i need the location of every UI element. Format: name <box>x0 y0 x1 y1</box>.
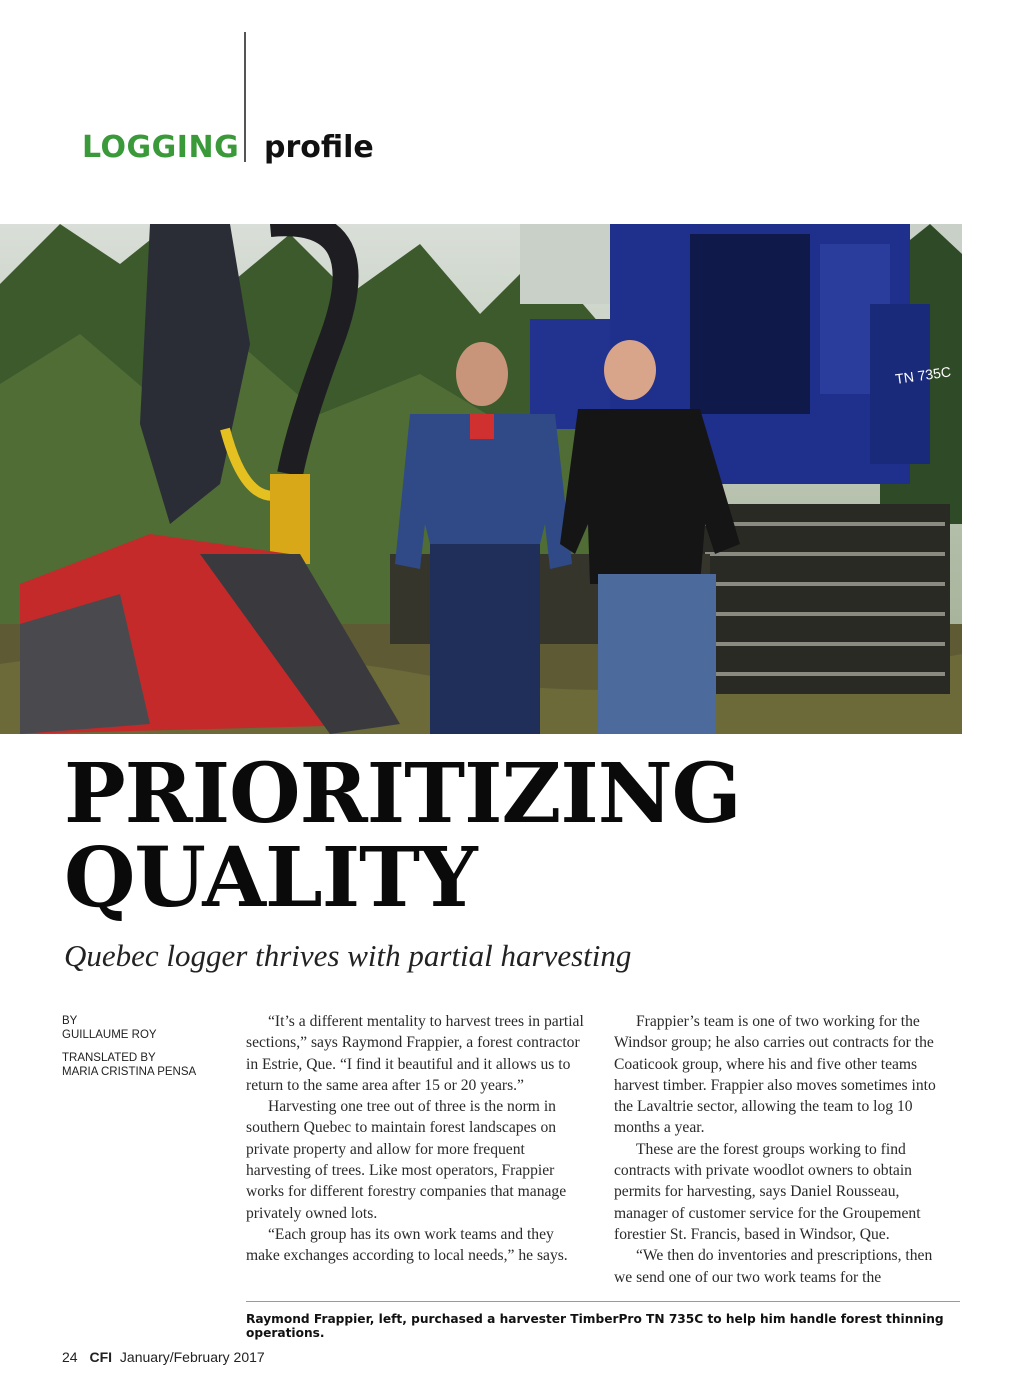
paragraph: “It’s a different mentality to harvest trees in partial sections,” says Raymond Frappier, a forest contractor in Estrie, Que. “I find it beautiful and it allows us to return to the same area after 15 or 20 years.” <box>246 1013 584 1094</box>
page-number: 24 <box>62 1349 78 1365</box>
translator-credit <box>62 1051 232 1079</box>
paragraph: Frappier’s team is one of two working for the Windsor group; he also carries out contracts for the Coaticook group, where his and five other teams harvest timber. Frappier also moves sometimes into the Lavaltrie sector, allowing the team to log 10 months a year. <box>614 1013 936 1137</box>
by-label: BY <box>62 1015 78 1027</box>
author-name: GUILLAUME ROY <box>62 1029 157 1041</box>
article-dek: Quebec logger thrives with partial harvesting <box>64 938 632 973</box>
page-footer <box>62 1349 265 1365</box>
caption-divider <box>246 1301 960 1302</box>
photo-caption: Raymond Frappier, left, purchased a harvester TimberPro TN 735C to help him handle forest thinning operations. <box>246 1312 944 1340</box>
svg-text:TN 735C: TN 735C <box>894 363 952 387</box>
headline-line-2: QUALITY <box>64 830 477 926</box>
feature-photo-illustration <box>0 224 962 734</box>
body-column-1 <box>246 1011 586 1267</box>
paragraph: These are the forest groups working to find contracts with private woodlot owners to obtain permits for harvesting, says Daniel Rousseau, manager of customer service for the Groupement forestier St. Francis, based in Windsor, Que. <box>614 1140 921 1243</box>
paragraph: “We then do inventories and prescriptions, then we send one of our two work teams for the <box>614 1247 933 1286</box>
translated-by-label: TRANSLATED BY <box>62 1052 156 1064</box>
section-label: LOGGING <box>82 130 240 165</box>
byline <box>62 1014 232 1088</box>
issue-date: January/February 2017 <box>119 1349 265 1365</box>
article-headline <box>64 746 741 926</box>
author-credit <box>62 1014 232 1042</box>
headline-line-1: PRIORITIZING <box>64 746 741 842</box>
paragraph: “Each group has its own work teams and they make exchanges according to local needs,” he says. <box>246 1225 568 1265</box>
section-sublabel: profile <box>264 130 374 165</box>
body-column-2 <box>614 1011 954 1288</box>
section-divider <box>244 32 246 162</box>
translator-name: MARIA CRISTINA PENSA <box>62 1066 197 1078</box>
paragraph: Harvesting one tree out of three is the norm in southern Quebec to maintain forest landscapes on private property and allow for more frequent harvesting of trees. Like most operators, Frappier works for different forestry companies that manage privately owned lots. <box>246 1098 567 1222</box>
feature-photo <box>0 224 962 734</box>
publication-name: CFI <box>89 1349 113 1365</box>
